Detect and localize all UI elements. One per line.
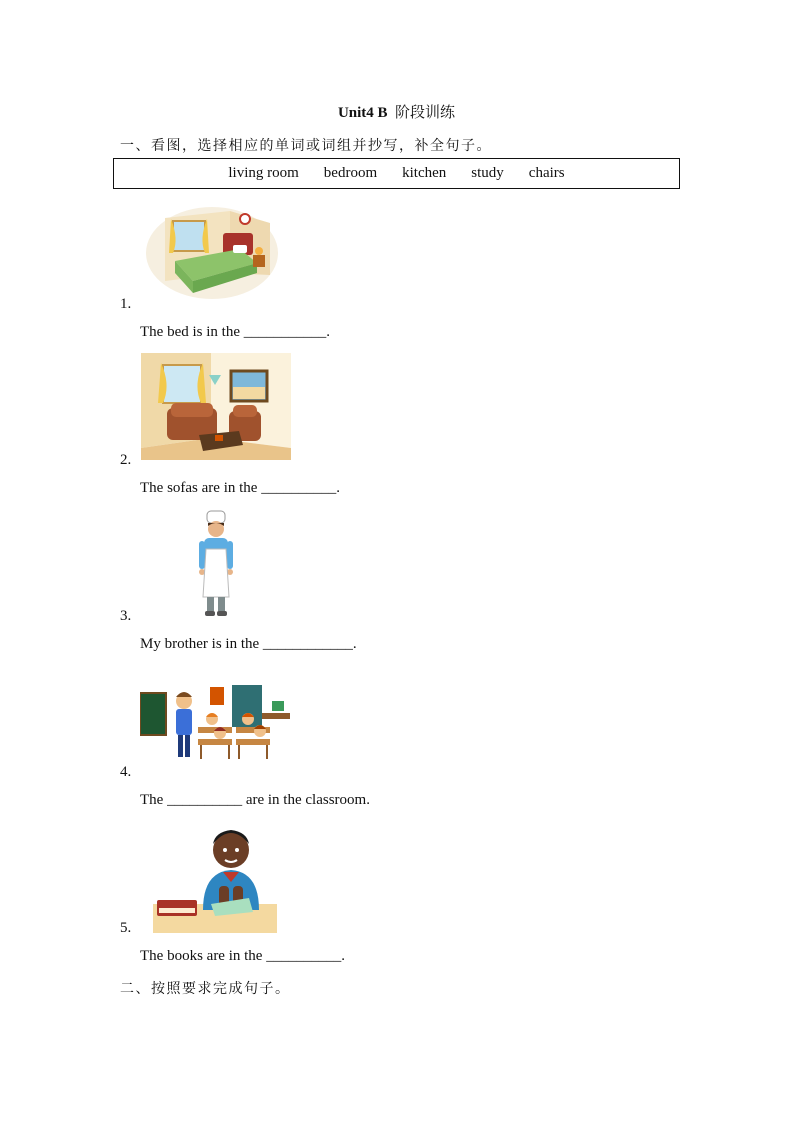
- question-number: 1.: [120, 296, 132, 312]
- question-sentence: The books are in the __________.: [140, 948, 345, 964]
- question-number: 4.: [120, 764, 132, 780]
- section-2-heading: 二、按照要求完成句子。: [120, 981, 291, 997]
- word-bank-item: living room: [228, 165, 299, 181]
- title-unit: Unit4 B: [337, 105, 388, 121]
- cook-picture: [195, 509, 237, 617]
- question-sentence: The bed is in the ___________.: [140, 324, 330, 340]
- reading-boy-picture: [153, 828, 277, 933]
- question-number: 2.: [120, 452, 132, 468]
- classroom-picture: [140, 683, 292, 763]
- question-number: 3.: [120, 608, 132, 624]
- question-sentence: My brother is in the ____________.: [140, 636, 357, 652]
- question-sentence: The sofas are in the __________.: [140, 480, 340, 496]
- question-sentence: The __________ are in the classroom.: [140, 792, 370, 808]
- word-bank: [113, 158, 680, 189]
- page-title: [0, 101, 793, 122]
- bedroom-picture: [145, 203, 280, 300]
- word-bank-item: bedroom: [323, 165, 378, 181]
- word-bank-item: kitchen: [402, 165, 447, 181]
- living-room-picture: [141, 353, 291, 460]
- title-subtitle: 阶段训练: [395, 105, 456, 121]
- section-1-heading: 一、看图，选择相应的单词或词组并抄写，补全句子。: [120, 138, 492, 154]
- question-number: 5.: [120, 920, 132, 936]
- word-bank-item: chairs: [528, 165, 565, 181]
- word-bank-item: study: [471, 165, 504, 181]
